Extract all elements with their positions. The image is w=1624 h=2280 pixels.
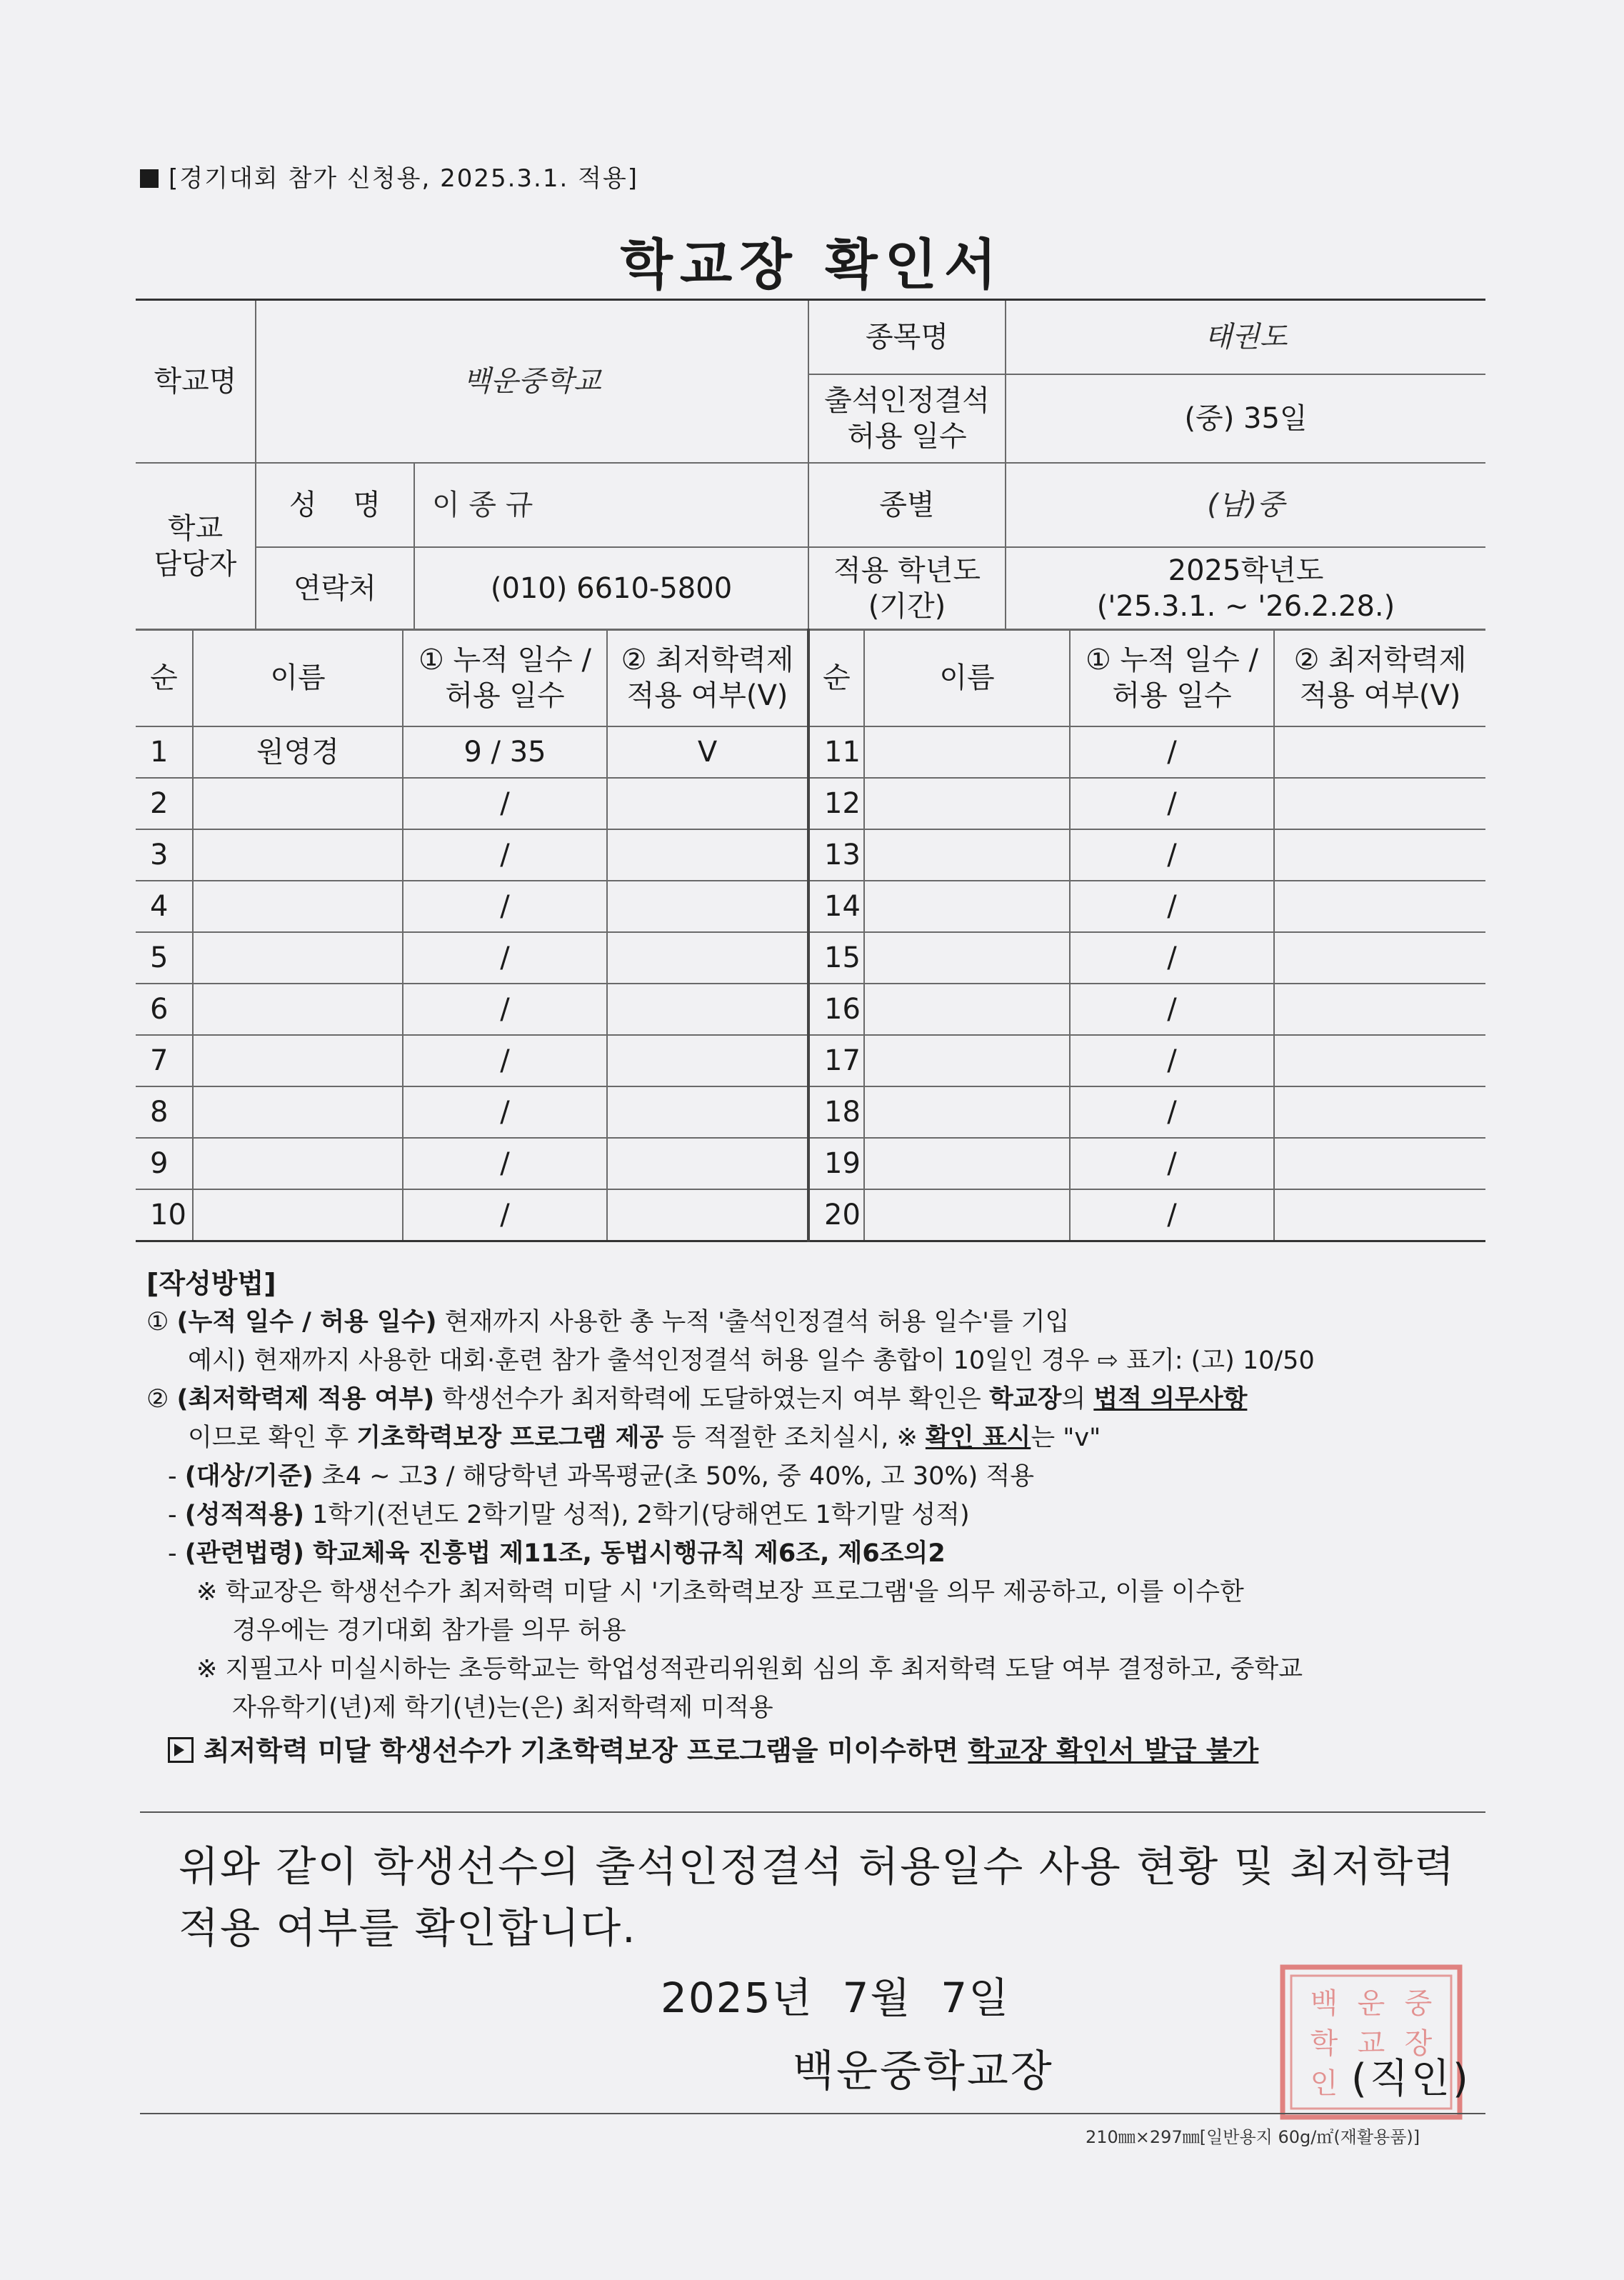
guide-item-1-example: 예시) 현재까지 사용한 대회·훈련 참가 출석인정결석 허용 일수 총합이 10일인 경우 ⇨ 표기: (고) 10/50	[188, 1346, 1315, 1375]
guide-item-1: ① (누적 일수 / 허용 일수) 현재까지 사용한 총 누적 '출석인정결석 허용 일수'를 기입	[146, 1308, 1070, 1336]
row-number: 4	[136, 881, 193, 932]
contact-value: (010) 6610-5800	[414, 547, 808, 630]
guide-item-2-cont: 이므로 확인 후 기초학력보장 프로그램 제공 등 적절한 조치실시, ※ 확인 표시는 "v"	[188, 1424, 1101, 1452]
row-number: 3	[136, 829, 193, 881]
year-value: 2025학년도 ('25.3.1. ~ '26.2.28.)	[1006, 547, 1485, 630]
athlete-name	[193, 1086, 403, 1138]
days-cell: /	[403, 984, 607, 1035]
row-number: 17	[808, 1035, 864, 1086]
roster-body	[136, 726, 1485, 1241]
header-min: ② 최저학력제 적용 여부(V)	[607, 629, 808, 726]
row-number: 15	[808, 932, 864, 984]
paper-spec-footer: 210㎜×297㎜[일반용지 60g/㎡(재활용품)]	[1086, 2127, 1420, 2147]
row-number: 6	[136, 984, 193, 1035]
athlete-name	[193, 932, 403, 984]
athlete-name	[864, 881, 1070, 932]
days-cell: /	[403, 1086, 607, 1138]
confirmation-statement: 위와 같이 학생선수의 출석인정결석 허용일수 사용 현황 및 최저학력 적용 여부를 확인합니다.	[179, 1842, 1456, 1952]
min-standard-cell	[607, 1035, 808, 1086]
row-number: 1	[136, 726, 193, 778]
row-number: 16	[808, 984, 864, 1035]
athlete-roster-table	[136, 629, 1485, 1242]
athlete-name	[193, 778, 403, 829]
athlete-name	[864, 984, 1070, 1035]
min-standard-cell	[607, 1138, 808, 1189]
guide-detail-target: - (대상/기준) 초4 ~ 고3 / 해당학년 과목평균(초 50%, 중 40%, 고 30%) 적용	[168, 1462, 1035, 1491]
days-cell: /	[403, 1189, 607, 1241]
row-number: 20	[808, 1189, 864, 1241]
min-standard-cell	[1274, 1035, 1485, 1086]
row-number: 2	[136, 778, 193, 829]
row-number: 5	[136, 932, 193, 984]
school-value: 백운중학교	[256, 300, 808, 463]
contact-label: 연락처	[256, 547, 414, 630]
table-row	[136, 984, 1485, 1035]
guide-title: [작성방법]	[146, 1268, 276, 1299]
header-note-text: [경기대회 참가 신청용, 2025.3.1. 적용]	[169, 164, 639, 193]
sport-value: 태권도	[1006, 300, 1485, 374]
category-value: (남)중	[1006, 463, 1485, 547]
min-standard-cell	[1274, 829, 1485, 881]
guide-final-warning: 최저학력 미달 학생선수가 기초학력보장 프로그램을 미이수하면 학교장 확인서 발급 불가	[146, 1731, 1489, 1770]
days-cell: /	[1070, 984, 1274, 1035]
table-row	[136, 829, 1485, 881]
min-standard-cell	[607, 984, 808, 1035]
min-standard-cell: V	[607, 726, 808, 778]
days-cell: /	[403, 881, 607, 932]
table-row	[136, 1189, 1485, 1241]
athlete-name	[193, 829, 403, 881]
row-number: 14	[808, 881, 864, 932]
guide-detail-law: - (관련법령) 학교체육 진흥법 제11조, 동법시행규칙 제6조, 제6조의2	[168, 1539, 946, 1568]
days-cell: 9 / 35	[403, 726, 607, 778]
sport-label: 종목명	[808, 300, 1006, 374]
row-number: 12	[808, 778, 864, 829]
athlete-name	[193, 1189, 403, 1241]
athlete-name	[864, 1086, 1070, 1138]
min-standard-cell	[607, 778, 808, 829]
athlete-name	[193, 1138, 403, 1189]
days-cell: /	[403, 778, 607, 829]
row-number: 9	[136, 1138, 193, 1189]
table-row	[136, 1138, 1485, 1189]
header-no: 순	[136, 629, 193, 726]
min-standard-cell	[1274, 1138, 1485, 1189]
athlete-name	[864, 726, 1070, 778]
table-row	[136, 1086, 1485, 1138]
min-standard-cell	[1274, 932, 1485, 984]
row-number: 10	[136, 1189, 193, 1241]
year-label: 적용 학년도 (기간)	[808, 547, 1006, 630]
days-cell: /	[403, 932, 607, 984]
category-label: 종별	[808, 463, 1006, 547]
athlete-name	[864, 932, 1070, 984]
athlete-name	[864, 829, 1070, 881]
min-standard-cell	[1274, 1189, 1485, 1241]
days-cell: /	[403, 829, 607, 881]
arrow-box-icon	[168, 1737, 194, 1763]
min-standard-cell	[1274, 726, 1485, 778]
table-row	[136, 778, 1485, 829]
square-bullet-icon	[140, 169, 159, 188]
header-days: ① 누적 일수 / 허용 일수	[403, 629, 607, 726]
days-cell: /	[1070, 881, 1274, 932]
divider	[140, 1811, 1485, 1813]
row-number: 11	[808, 726, 864, 778]
athlete-name	[864, 778, 1070, 829]
guide-detail-grades: - (성적적용) 1학기(전년도 2학기말 성적), 2학기(당해연도 1학기말 성적)	[168, 1501, 970, 1529]
athlete-name	[864, 1138, 1070, 1189]
row-number: 8	[136, 1086, 193, 1138]
days-cell: /	[1070, 932, 1274, 984]
min-standard-cell	[1274, 984, 1485, 1035]
row-number: 19	[808, 1138, 864, 1189]
issue-date: 2025년 7월 7일	[661, 1974, 1011, 2022]
header-min: ② 최저학력제 적용 여부(V)	[1274, 629, 1485, 726]
name-label: 성 명	[256, 463, 414, 547]
header-days: ① 누적 일수 / 허용 일수	[1070, 629, 1274, 726]
header-note	[140, 159, 638, 194]
min-standard-cell	[607, 932, 808, 984]
athlete-name	[193, 984, 403, 1035]
days-cell: /	[403, 1138, 607, 1189]
days-cell: /	[1070, 1086, 1274, 1138]
athlete-name	[864, 1035, 1070, 1086]
athlete-name	[193, 1035, 403, 1086]
days-cell: /	[1070, 726, 1274, 778]
school-label: 학교명	[136, 300, 256, 463]
guide-note-1-cont: 경우에는 경기대회 참가를 의무 허용	[232, 1616, 626, 1645]
min-standard-cell	[607, 1086, 808, 1138]
header-name: 이름	[864, 629, 1070, 726]
min-standard-cell	[1274, 881, 1485, 932]
guide-note-2-cont: 자유학기(년)제 학기(년)는(은) 최저학력제 미적용	[232, 1694, 773, 1722]
guide-note-2: ※ 지필고사 미실시하는 초등학교는 학업성적관리위원회 심의 후 최저학력 도달 여부 결정하고, 중학교	[196, 1655, 1303, 1684]
days-cell: /	[1070, 778, 1274, 829]
min-standard-cell	[607, 1189, 808, 1241]
allowed-days-label: 출석인정결석 허용 일수	[808, 374, 1006, 463]
principal-title: 백운중학교장	[793, 2046, 1054, 2096]
row-number: 18	[808, 1086, 864, 1138]
table-row	[136, 726, 1485, 778]
staff-label: 학교 담당자	[136, 463, 256, 630]
writing-guide	[146, 1264, 1489, 1770]
days-cell: /	[403, 1035, 607, 1086]
min-standard-cell	[1274, 1086, 1485, 1138]
min-standard-cell	[607, 881, 808, 932]
bottom-divider	[140, 2113, 1485, 2114]
guide-note-1: ※ 학교장은 학생선수가 최저학력 미달 시 '기초학력보장 프로그램'을 의무 제공하고, 이를 이수한	[196, 1578, 1244, 1606]
athlete-name	[864, 1189, 1070, 1241]
days-cell: /	[1070, 829, 1274, 881]
guide-item-2: ② (최저학력제 적용 여부) 학생선수가 최저학력에 도달하였는지 여부 확인은 학교장의 법적 의무사항	[146, 1385, 1248, 1414]
header-name: 이름	[193, 629, 403, 726]
school-info-table	[136, 299, 1485, 631]
seal-label: (직인)	[1351, 2056, 1471, 2102]
row-number: 13	[808, 829, 864, 881]
header-no: 순	[808, 629, 864, 726]
days-cell: /	[1070, 1189, 1274, 1241]
athlete-name	[193, 881, 403, 932]
document-title: 학교장 확인서	[620, 233, 1004, 296]
days-cell: /	[1070, 1035, 1274, 1086]
table-row	[136, 881, 1485, 932]
table-row	[136, 932, 1485, 984]
row-number: 7	[136, 1035, 193, 1086]
min-standard-cell	[1274, 778, 1485, 829]
athlete-name: 원영경	[193, 726, 403, 778]
seal-text: 백 운 중 학 교 장 인	[1310, 1987, 1433, 2100]
days-cell: /	[1070, 1138, 1274, 1189]
allowed-days-value: (중) 35일	[1006, 374, 1485, 463]
name-value: 이 종 규	[414, 463, 808, 547]
table-row	[136, 1035, 1485, 1086]
min-standard-cell	[607, 829, 808, 881]
